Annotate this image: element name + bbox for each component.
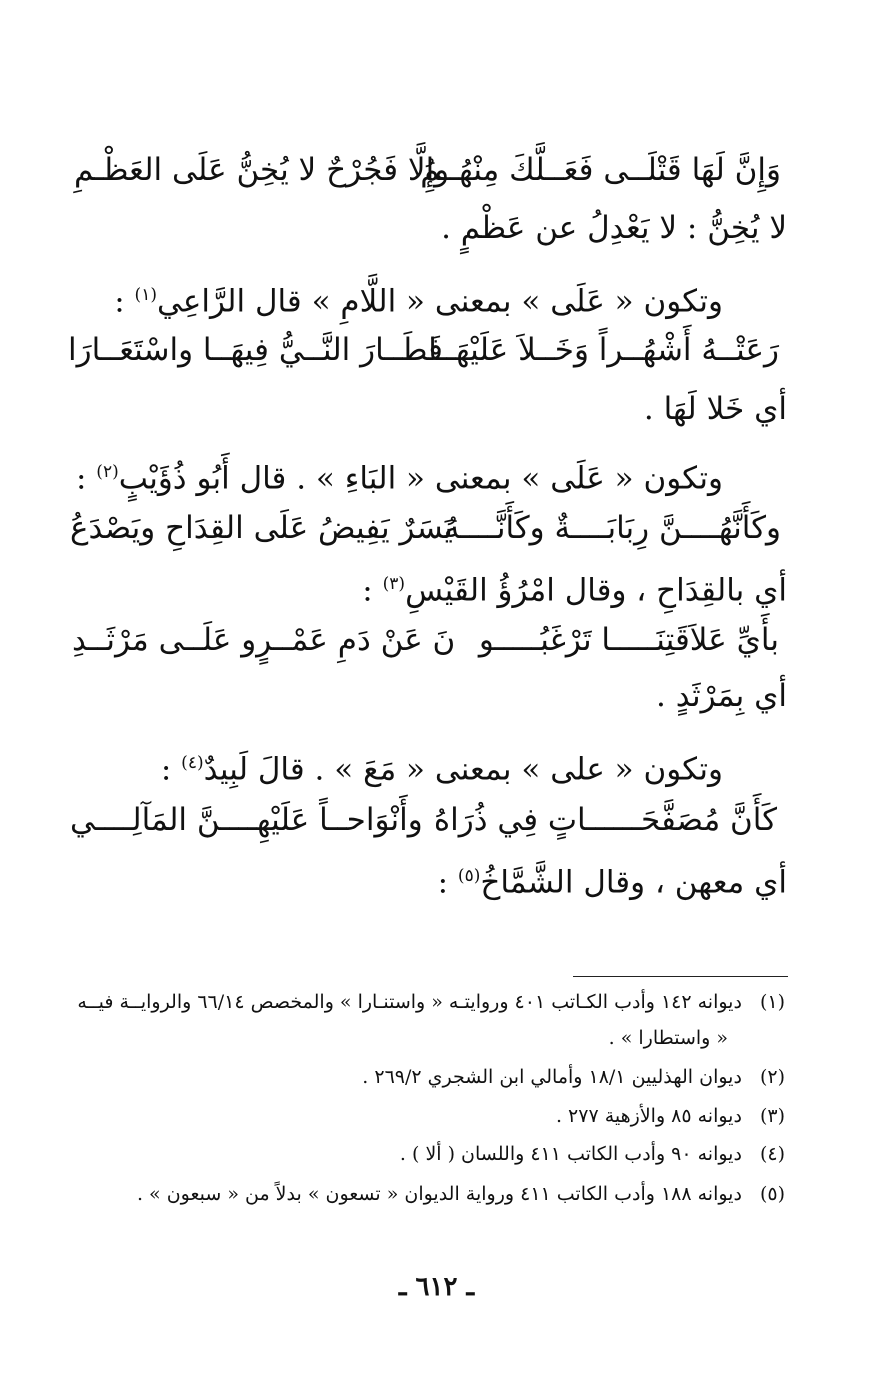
heading-colon: : <box>160 751 182 788</box>
footnote-2 <box>362 1063 785 1091</box>
commentary-line <box>438 856 787 902</box>
commentary-line <box>362 564 787 610</box>
footnote-text: ديوانه ١٨٨ وأدب الكاتب ٤١١ ورواية الديوان « تسعون » بدلاً من « سبعون » . <box>136 1183 742 1205</box>
footnote-ref: (٣) <box>382 574 406 594</box>
footnote-number: (٤) <box>759 1143 785 1165</box>
footnote-text: ديوانه ١٤٢ وأدب الكـاتب ٤٠١ وروايتـه « واستنـارا » والمخصص ٦٦/١٤ والروايــة فيــه <box>77 991 742 1013</box>
footnote-number: (٢) <box>759 1066 785 1088</box>
footnote-1-continuation: « واستطارا » . <box>608 1027 728 1049</box>
footnote-1 <box>77 988 785 1016</box>
verse-2-first-hemistich: رَعَتْــهُ أَشْهُــراً وَخَــلاَ عَلَيْهَــا <box>428 332 779 368</box>
footnote-number: (١) <box>759 991 785 1013</box>
footnote-ref: (٤) <box>181 753 204 773</box>
footnote-3 <box>556 1102 785 1130</box>
heading-colon: : <box>75 460 97 497</box>
footnote-number: (٥) <box>759 1183 785 1205</box>
footnote-4 <box>400 1140 785 1168</box>
commentary-text: أي بالقِدَاحِ ، وقال امْرُؤُ القَيْسِ <box>405 572 787 609</box>
footnote-ref: (٢) <box>96 462 119 482</box>
verse-5-first-hemistich: كَأَنَّ مُصَفَّحَــــــاتٍ فِي ذُرَاهُ <box>433 802 777 838</box>
verse-1-second-hemistich: وإِلَّا فَجُرْحٌ لا يُخِنُّ عَلَى العَظْـمِ <box>74 152 450 188</box>
commentary-line: أي خَلا لَهَا . <box>643 391 787 427</box>
footnote-5 <box>137 1180 785 1208</box>
verse-1-first-hemistich: وَإِنَّ لَهَا قَتْلَــى فَعَــلَّكَ مِنْهُــمُ <box>420 152 781 188</box>
footnote-text: ديوانه ٨٥ والأزهية ٢٧٧ . <box>555 1105 742 1127</box>
heading-text: وتكون « عَلَى » بمعنى « البَاءِ » . قال أَبُو ذُؤَيْبٍ <box>118 460 723 497</box>
heading-text: وتكون « على » بمعنى « مَعَ » . قالَ لَبِيدٌ <box>203 751 723 788</box>
commentary-line: أي بِمَرْثَدٍ . <box>656 678 787 714</box>
heading-colon: : <box>114 283 135 320</box>
verse-4-second-hemistich: نَ عَنْ دَمِ عَمْــرٍو عَلَــى مَرْثَــدِ <box>72 622 456 658</box>
commentary-text: أي معهن ، وقال الشَّمَّاخُ <box>480 864 787 901</box>
page-number: ـ ٦١٢ ـ <box>398 1272 475 1302</box>
section-heading-line <box>76 452 723 498</box>
commentary-colon: : <box>437 864 458 901</box>
footnote-text: ديوان الهذليين ١٨/١ وأمالي ابن الشجري ٢٦٩/٢ . <box>362 1066 742 1088</box>
verse-2-second-hemistich: فَطَــارَ النَّــيُّ فِيهَــا واسْتَعَــارَا <box>68 332 443 368</box>
verse-3-second-hemistich: يَسَرٌ يَفِيضُ عَلَى القِدَاحِ ويَصْدَعُ <box>70 510 453 546</box>
commentary-colon: : <box>362 572 383 609</box>
footnote-number: (٣) <box>759 1105 785 1127</box>
section-heading-line <box>161 743 723 789</box>
footnote-ref: (١) <box>134 285 157 305</box>
verse-5-second-hemistich: وأَنْوَاحــاً عَلَيْهِــــنَّ المَآلِــــي <box>70 802 423 838</box>
footnote-ref: (٥) <box>457 866 481 886</box>
footnote-separator <box>573 976 788 977</box>
footnote-text: ديوانه ٩٠ وأدب الكاتب ٤١١ واللسان ( ألا ) . <box>399 1143 742 1165</box>
commentary-line: لا يُخِنُّ : لا يَعْدِلُ عن عَظْمٍ . <box>441 210 787 246</box>
verse-4-first-hemistich: بأَيِّ عَلاَقَتِنَـــــا تَرْغَبُـــــو <box>478 622 779 658</box>
verse-3-first-hemistich: وكَأَنَّهُــــنَّ رِبَابَــــةٌ وكَأَنَّــــهُ <box>443 510 781 546</box>
section-heading-line <box>114 275 723 321</box>
heading-text: وتكون « عَلَى » بمعنى « اللَّامِ » قال الرَّاعِي <box>157 283 723 320</box>
